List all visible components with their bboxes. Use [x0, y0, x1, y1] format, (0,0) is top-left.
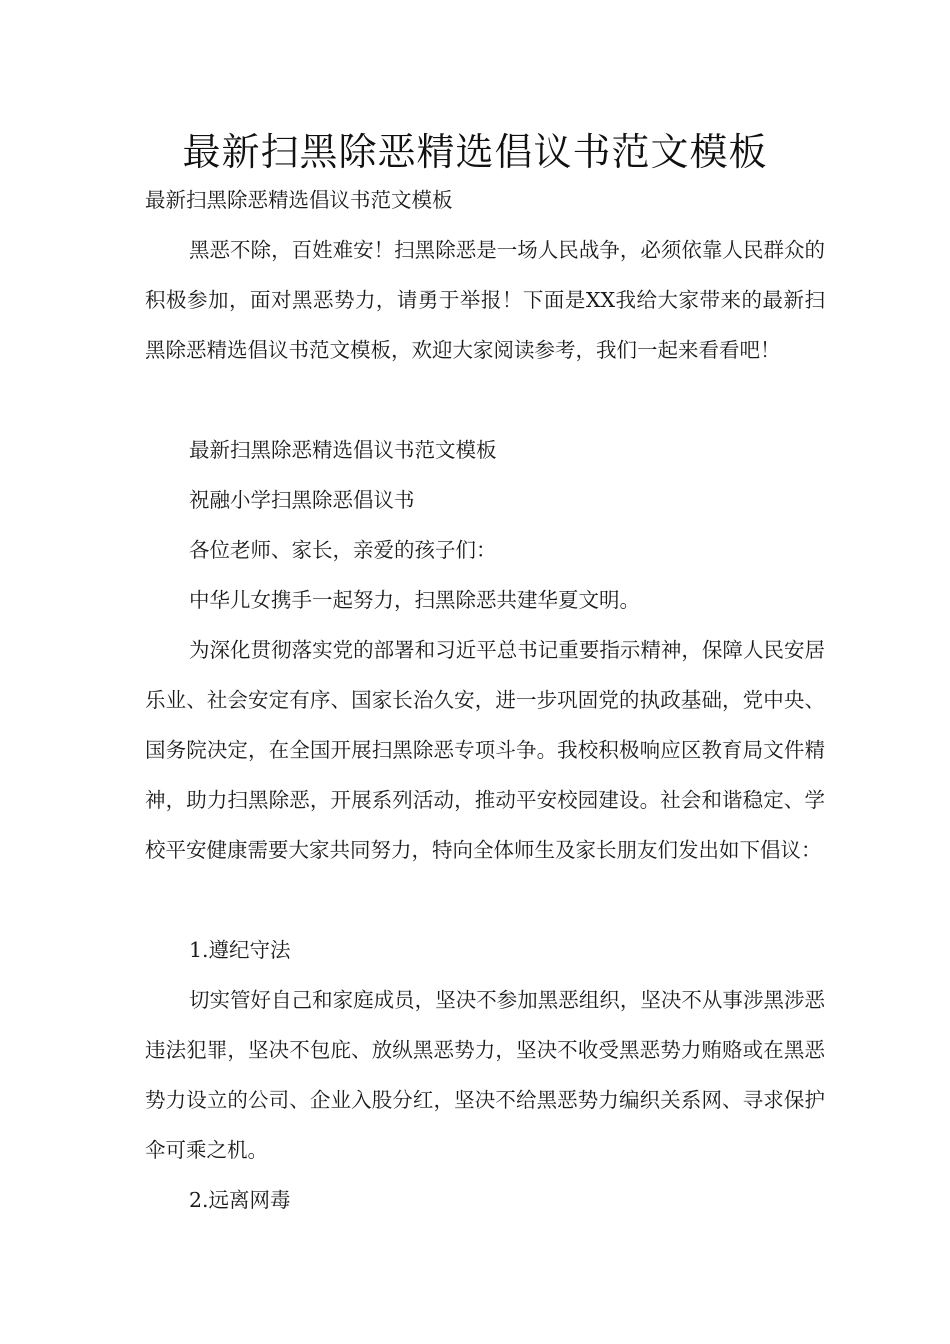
item-paragraph-1: 切实管好自己和家庭成员，坚决不参加黑恶组织，坚决不从事涉黑涉恶违法犯罪，坚决不包庇、放纵黑恶势力，坚决不收受黑恶势力贿赂或在黑恶势力设立的公司、企业入股分红，坚决不给黑恶势力编织关系网、寻求保护伞可乘之机。 [145, 988, 825, 1162]
proposal-title: 祝融小学扫黑除恶倡议书 [189, 488, 415, 512]
intro-paragraph: 黑恶不除，百姓难安！扫黑除恶是一场人民战争，必须依靠人民群众的积极参加，面对黑恶势力，请勇于举报！下面是XX我给大家带来的最新扫黑除恶精选倡议书范文模板，欢迎大家阅读参考，我们一起来看看吧！ [145, 238, 825, 362]
document-title: 最新扫黑除恶精选倡议书范文模板 [182, 130, 768, 174]
body-paragraph: 为深化贯彻落实党的部署和习近平总书记重要指示精神，保障人民安居乐业、社会安定有序、国家长治久安，进一步巩固党的执政基础，党中央、国务院决定，在全国开展扫黑除恶专项斗争。我校积极响应区教育局文件精神，助力扫黑除恶，开展系列活动，推动平安校园建设。社会和谐稳定、学校平安健康需要大家共同努力，特向全体师生及家长朋友们发出如下倡议： [145, 638, 825, 862]
item-heading-2: 2.远离网毒 [189, 1188, 291, 1212]
section-heading: 最新扫黑除恶精选倡议书范文模板 [189, 438, 497, 462]
document-subtitle: 最新扫黑除恶精选倡议书范文模板 [145, 188, 453, 212]
slogan-paragraph: 中华儿女携手一起努力，扫黑除恶共建华夏文明。 [189, 588, 640, 612]
salutation: 各位老师、家长，亲爱的孩子们： [189, 538, 497, 562]
item-heading-1: 1.遵纪守法 [189, 938, 291, 962]
